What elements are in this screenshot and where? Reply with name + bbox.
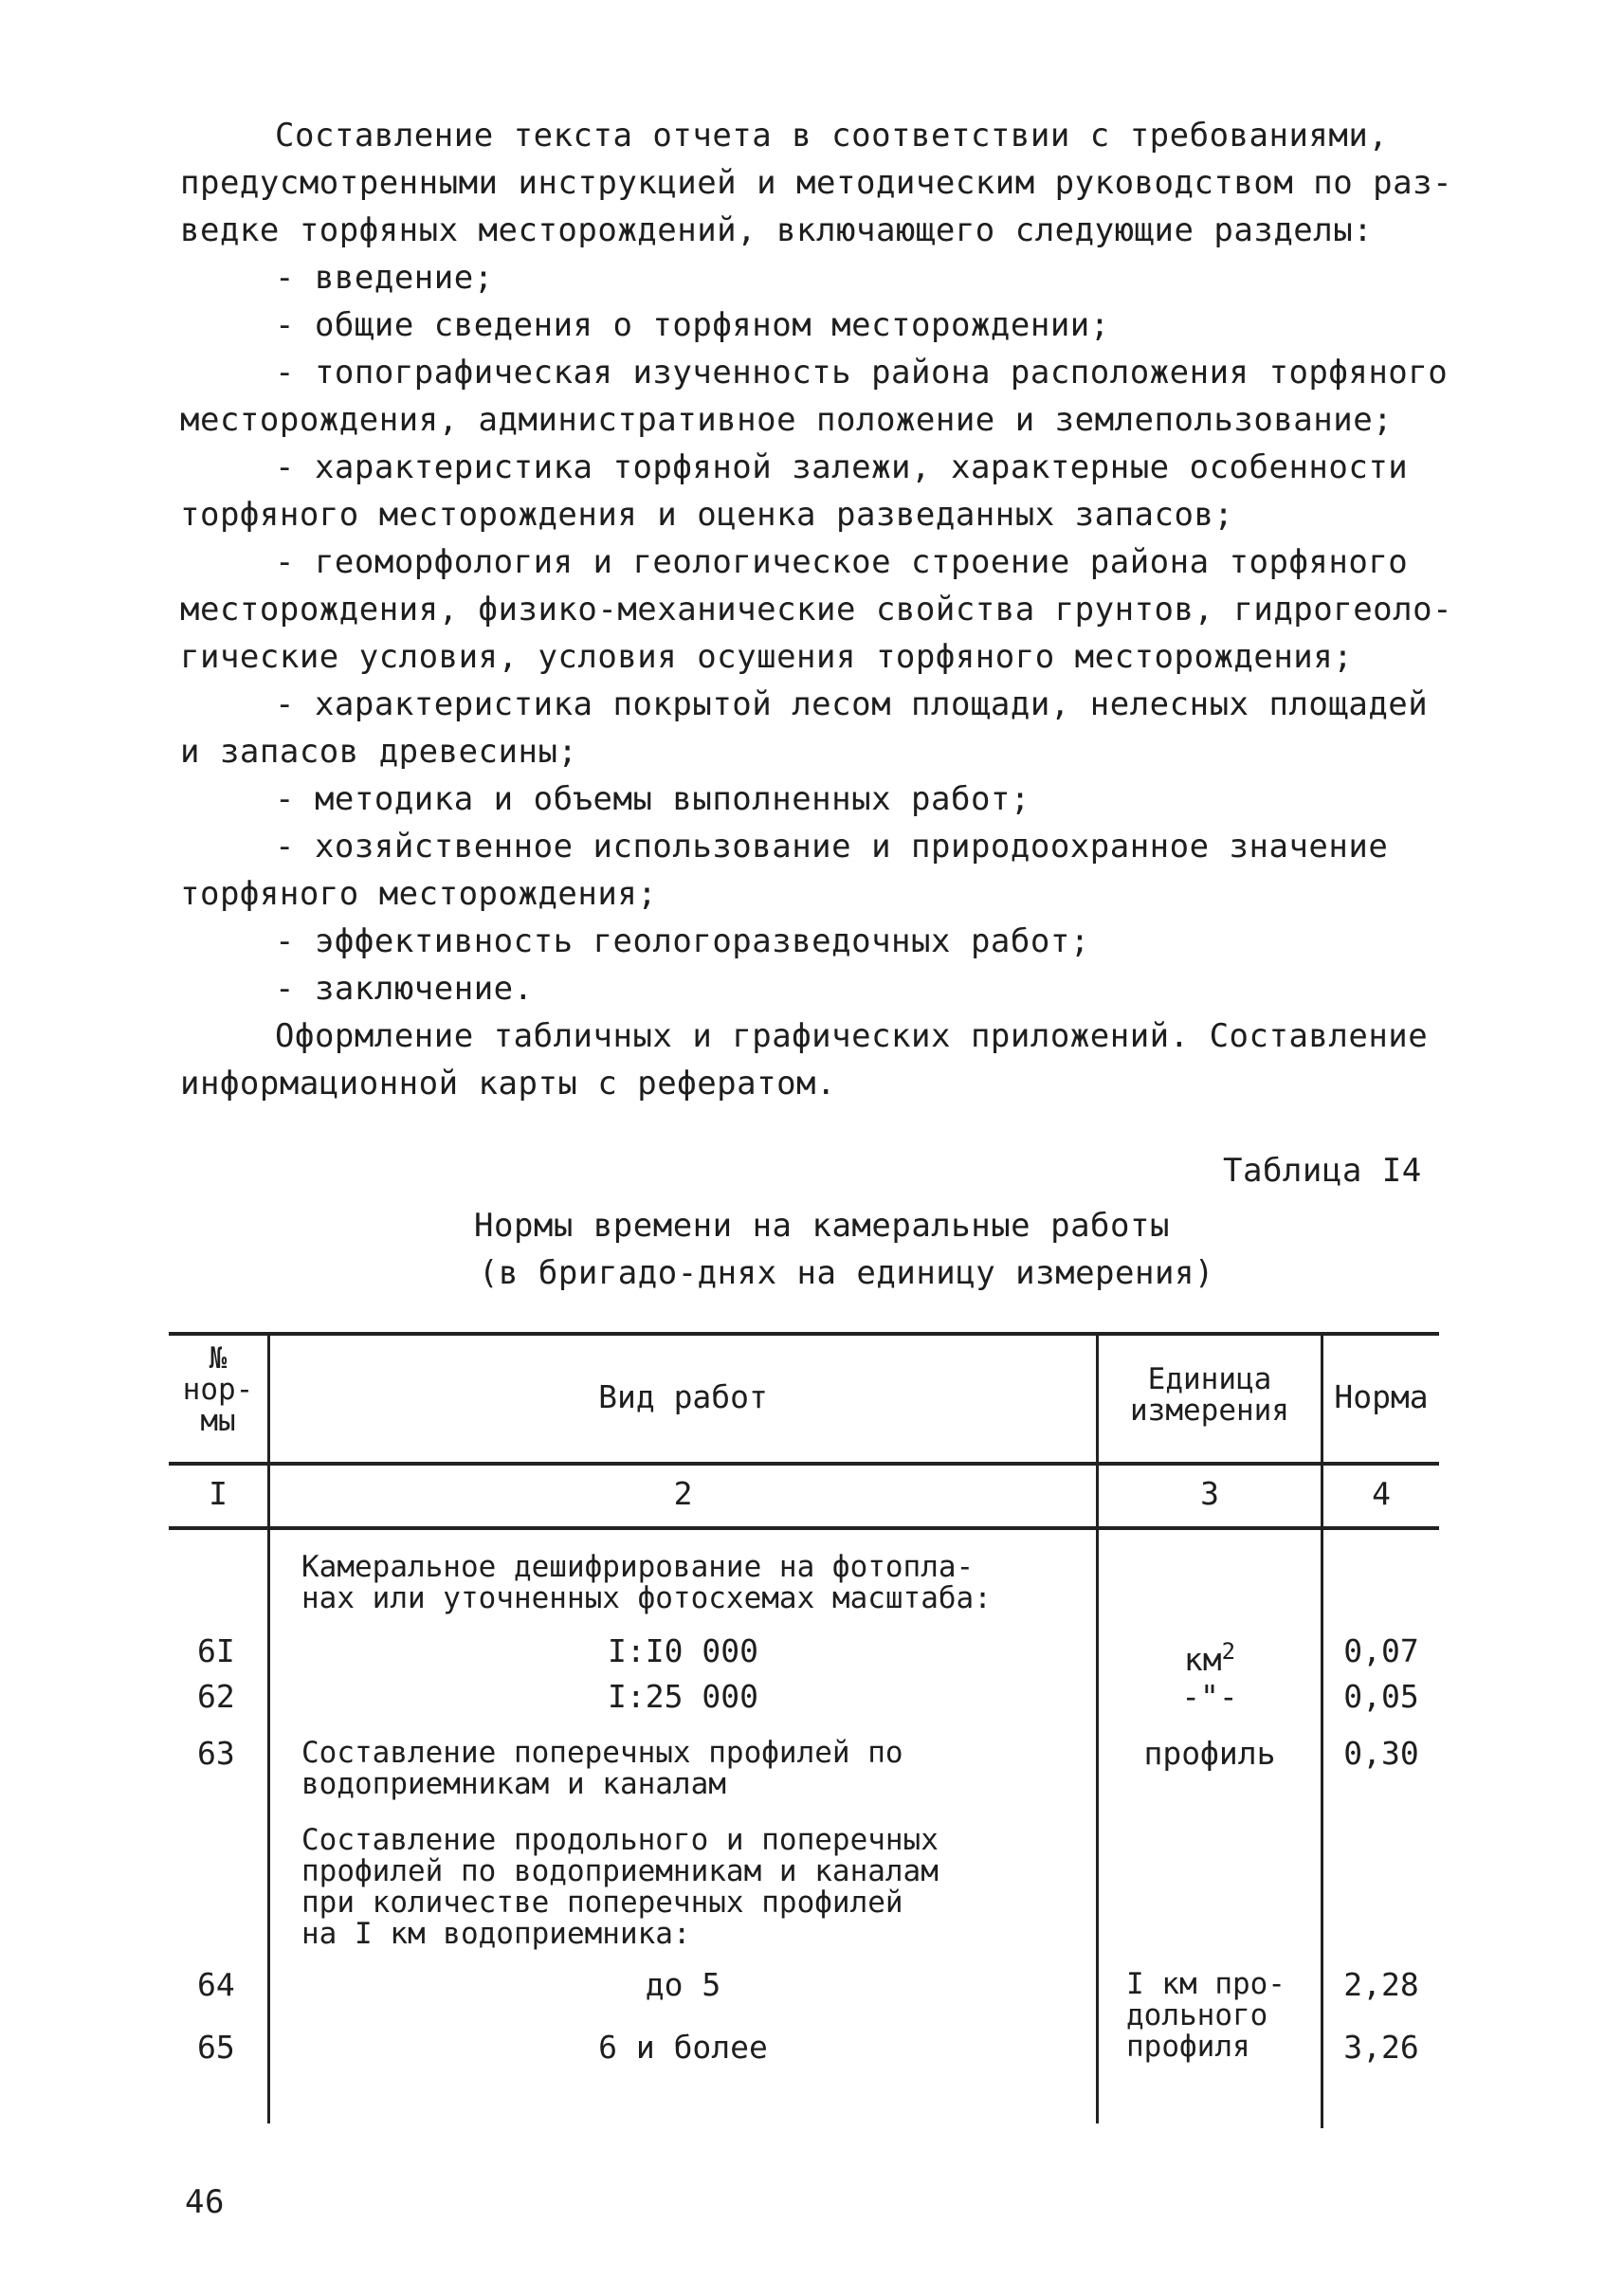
row-unit: $км^2$ — [1183, 1638, 1236, 1678]
text-line: предусмотренными инструкцией и методическим руководством по раз- — [180, 164, 1453, 202]
col-divider — [267, 1332, 270, 2123]
row-work: I:I0 000 — [608, 1632, 758, 1669]
header-num: № нор- мы — [182, 1341, 254, 1438]
page-number: 46 — [185, 2183, 225, 2221]
list-item: - топографическая изученность района расположения торфяного — [275, 354, 1449, 392]
row-unit: -"- — [1181, 1678, 1238, 1715]
text-line: гические условия, условия осушения торфяного месторождения; — [180, 638, 1354, 676]
row-norm: 3,26 — [1343, 2029, 1419, 2066]
table-subtitle: (в бригадо-днях на единицу измерения) — [479, 1254, 1214, 1292]
text-line: Составление текста отчета в соответствии с требованиями, — [275, 117, 1389, 155]
colnum-2: 2 — [673, 1475, 693, 1512]
colnum-4: 4 — [1372, 1475, 1391, 1512]
row-work: Составление поперечных профилей по водоприемникам и каналам — [301, 1736, 903, 1801]
header-rule — [169, 1462, 1439, 1466]
colnum-1: I — [209, 1475, 228, 1512]
text-line: торфяного месторождения и оценка разведанных запасов; — [180, 496, 1234, 534]
table-label: Таблица I4 — [1223, 1152, 1422, 1190]
table-top-rule — [169, 1332, 1439, 1336]
row-work: до 5 — [645, 1966, 721, 2003]
list-item: - хозяйственное использование и природоохранное значение — [275, 828, 1389, 866]
row-num: 64 — [197, 1966, 235, 2003]
row-norm: 0,05 — [1343, 1678, 1419, 1715]
list-item: - характеристика покрытой лесом площади, нелесных площадей — [275, 685, 1429, 723]
text-line: месторождения, административное положение и землепользование; — [180, 401, 1394, 439]
row-num: 63 — [197, 1735, 235, 1772]
text-line: и запасов древесины; — [180, 733, 578, 771]
list-item: - заключение. — [275, 970, 534, 1008]
text-line: Оформление табличных и графических приложений. Составление — [275, 1017, 1429, 1055]
list-item: - общие сведения о торфяном месторождении; — [275, 306, 1110, 344]
colnum-3: 3 — [1200, 1475, 1219, 1512]
text-line: месторождения, физико-механические свойства грунтов, гидрогеоло- — [180, 591, 1453, 629]
text-line: торфяного месторождения; — [180, 875, 658, 913]
col-divider — [1321, 1332, 1323, 2128]
row-norm: 0,30 — [1343, 1735, 1419, 1772]
text-line: информационной карты с рефератом. — [180, 1065, 837, 1102]
group-heading: Составление продольного и поперечных профилей по водоприемникам и каналам при количестве поперечных профилей на I км водоприемника: — [301, 1823, 939, 1951]
list-item: - эффективность геологоразведочных работ; — [275, 922, 1090, 960]
row-norm: 0,07 — [1343, 1632, 1419, 1669]
row-num: 65 — [197, 2029, 235, 2066]
row-unit: I км про- дольного профиля — [1126, 1967, 1286, 2064]
row-num: 6I — [197, 1632, 235, 1669]
group-heading: Камеральное дешифрирование на фотопла- нах или уточненных фотосхемах масштаба: — [301, 1550, 992, 1615]
row-work: I:25 000 — [608, 1678, 758, 1715]
header-work: Вид работ — [598, 1378, 768, 1415]
header-norm: Норма — [1334, 1378, 1429, 1415]
row-num: 62 — [197, 1678, 235, 1715]
colnum-rule — [169, 1526, 1439, 1530]
row-norm: 2,28 — [1343, 1966, 1419, 2003]
table-title: Нормы времени на камеральные работы — [474, 1207, 1170, 1245]
list-item: - характеристика торфяной залежи, характерные особенности — [275, 448, 1409, 486]
header-unit: Единица измерения — [1130, 1362, 1289, 1428]
list-item: - геоморфология и геологическое строение района торфяного — [275, 543, 1409, 581]
norms-table — [169, 1332, 1439, 2123]
list-item: - методика и объемы выполненных работ; — [275, 780, 1030, 818]
row-work: 6 и более — [598, 2029, 768, 2066]
list-item: - введение; — [275, 259, 494, 297]
col-divider — [1096, 1332, 1099, 2123]
row-unit: профиль — [1143, 1735, 1276, 1772]
text-line: ведке торфяных месторождений, включающего следующие разделы: — [180, 211, 1374, 249]
